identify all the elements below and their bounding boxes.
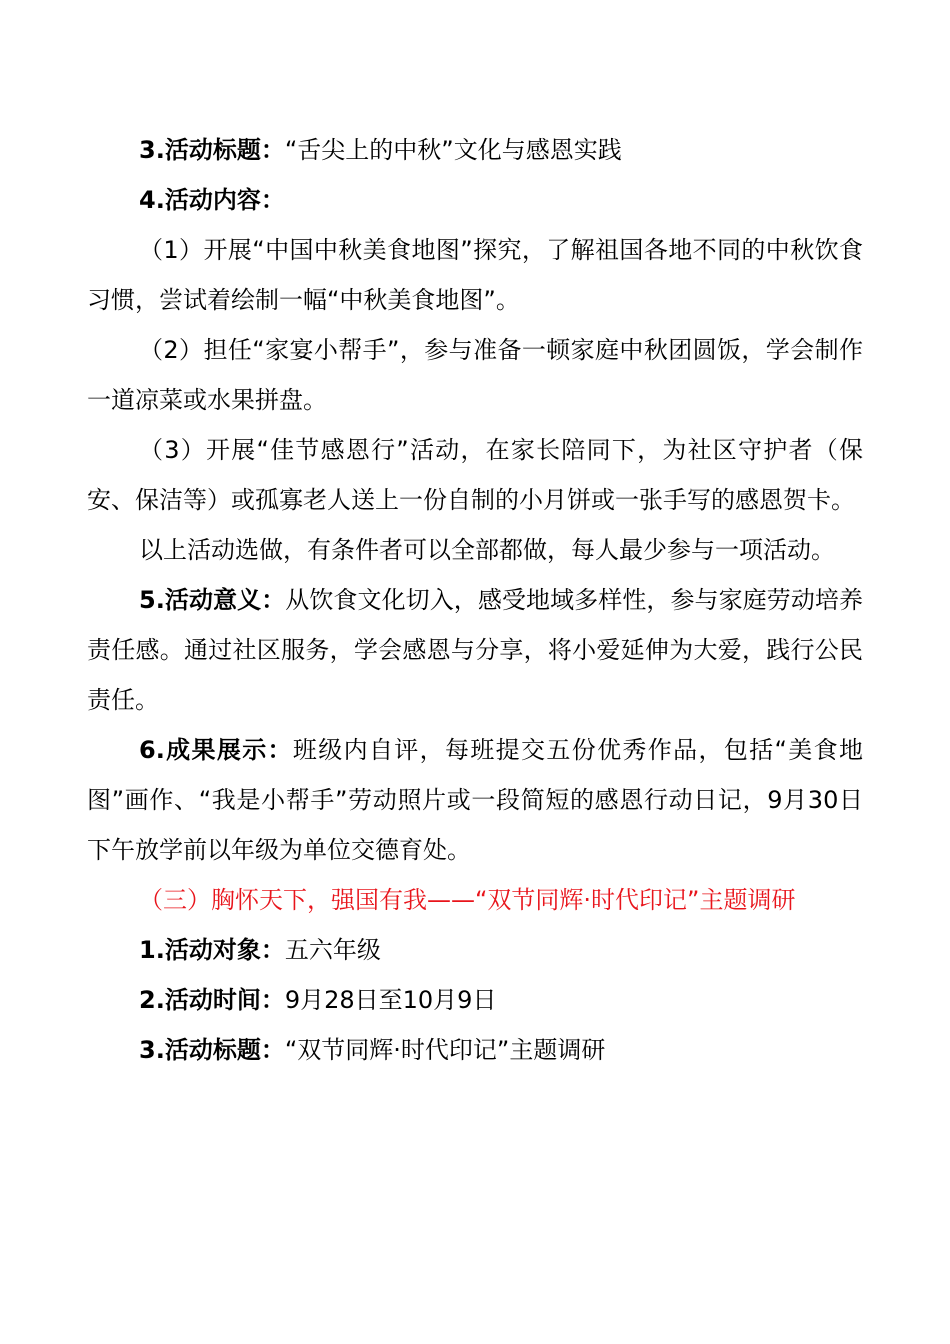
optional-note-text: 以上活动选做，有条件者可以全部都做，每人最少参与一项活动。 xyxy=(139,536,835,564)
activity-significance-paragraph xyxy=(87,575,863,725)
activity-target-text: 五六年级 xyxy=(284,936,381,964)
activity-title-paragraph xyxy=(87,125,863,175)
activity-target-paragraph xyxy=(87,925,863,975)
results-display-paragraph xyxy=(87,725,863,875)
content-item-1-text: （1）开展“中国中秋美食地图”探究，了解祖国各地不同的中秋饮食习惯，尝试着绘制一幅“中秋美食地图”。 xyxy=(87,236,863,314)
activity-content-heading xyxy=(87,175,863,225)
results-display-text: 班级内自评，每班提交五份优秀作品，包括“美食地图”画作、“我是小帮手”劳动照片或一段简短的感恩行动日记，9月30日下午放学前以年级为单位交德育处。 xyxy=(87,736,863,864)
activity-target-label: 1.活动对象： xyxy=(139,936,285,964)
content-item-3-text: （3）开展“佳节感恩行”活动，在家长陪同下，为社区守护者（保安、保洁等）或孤寡老人送上一份自制的小月饼或一张手写的感恩贺卡。 xyxy=(87,436,863,514)
content-item-2-text: （2）担任“家宴小帮手”，参与准备一顿家庭中秋团圆饭，学会制作一道凉菜或水果拼盘。 xyxy=(87,336,863,414)
activity-significance-text: 从饮食文化切入，感受地域多样性，参与家庭劳动培养责任感。通过社区服务，学会感恩与分享，将小爱延伸为大爱，践行公民责任。 xyxy=(87,586,863,714)
activity-time-text: 9月28日至10月9日 xyxy=(284,986,497,1014)
activity-time-paragraph xyxy=(87,975,863,1025)
activity-title-paragraph-2 xyxy=(87,1025,863,1075)
activity-time-label: 2.活动时间： xyxy=(139,986,285,1014)
content-item-2 xyxy=(87,325,863,425)
document-body xyxy=(87,125,863,1075)
section-heading xyxy=(87,875,863,925)
activity-title-text-2: “双节同辉·时代印记”主题调研 xyxy=(284,1036,606,1064)
optional-note xyxy=(87,525,863,575)
results-display-label: 6.成果展示： xyxy=(139,736,293,764)
activity-content-label: 4.活动内容： xyxy=(139,186,285,214)
content-item-1 xyxy=(87,225,863,325)
activity-title-label-2: 3.活动标题： xyxy=(139,1036,285,1064)
activity-significance-label: 5.活动意义： xyxy=(139,586,286,614)
activity-title-label: 3.活动标题： xyxy=(139,136,285,164)
activity-title-text: “舌尖上的中秋”文化与感恩实践 xyxy=(284,136,622,164)
section-heading-text: （三）胸怀天下，强国有我——“双节同辉·时代印记”主题调研 xyxy=(139,886,796,914)
content-item-3 xyxy=(87,425,863,525)
